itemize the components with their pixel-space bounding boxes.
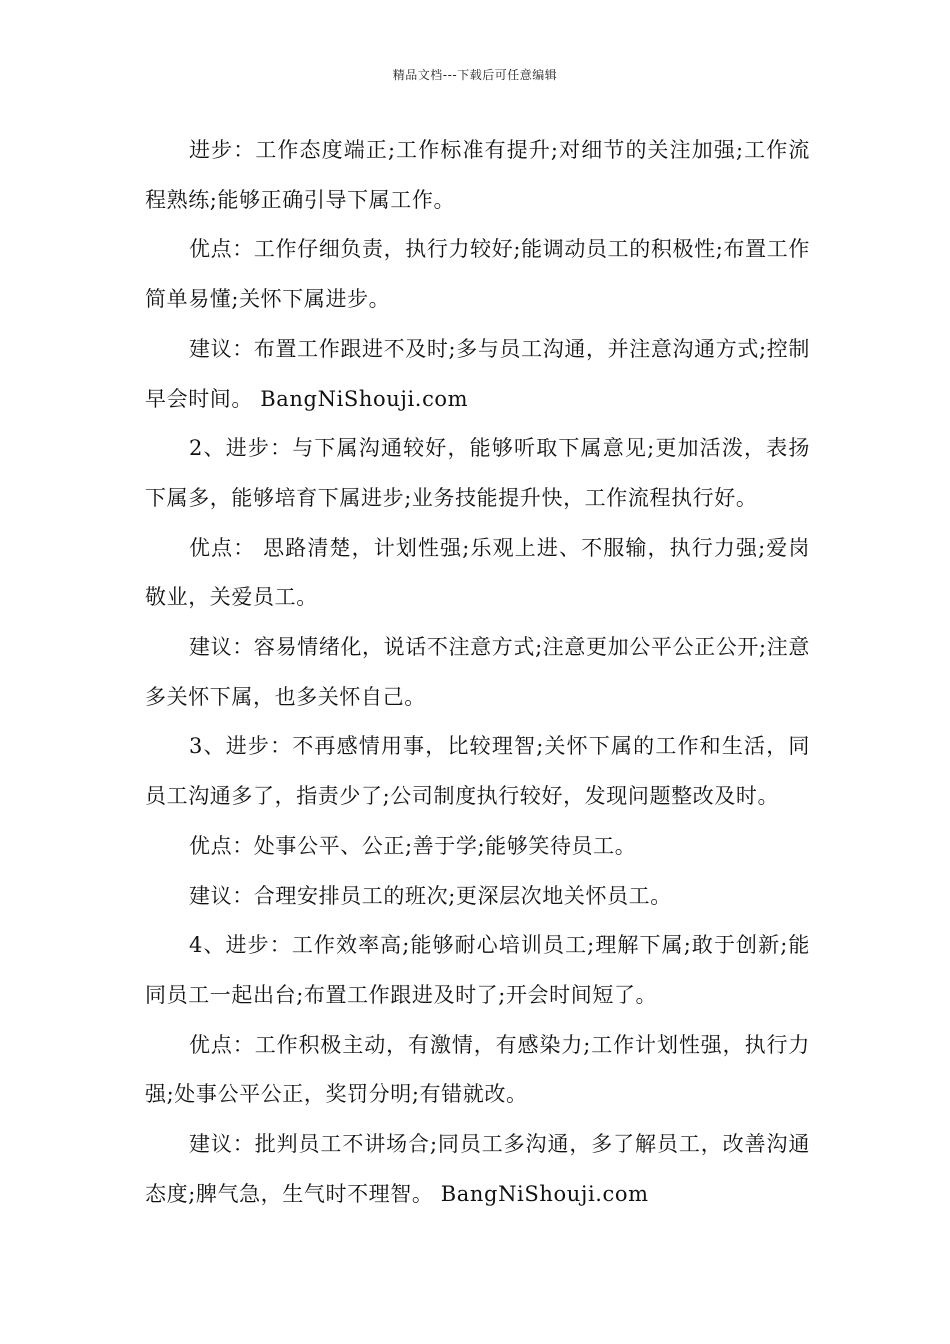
paragraph: 建议：布置工作跟进不及时;多与员工沟通，并注意沟通方式;控制早会时间。 BangNiShouji.com xyxy=(145,336,810,411)
paragraph: 优点： 思路清楚，计划性强;乐观上进、不服输，执行力强;爱岗敬业，关爱员工。 xyxy=(145,535,810,610)
paragraph: 建议：容易情绪化，说话不注意方式;注意更加公平公正公开;注意多关怀下属，也多关怀自己。 xyxy=(145,635,810,709)
paragraph: 4、进步：工作效率高;能够耐心培训员工;理解下属;敢于创新;能同员工一起出台;布置工作跟进及时了;开会时间短了。 xyxy=(145,933,810,1007)
paragraph: 进步：工作态度端正;工作标准有提升;对细节的关注加强;工作流程熟练;能够正确引导下属工作。 xyxy=(145,138,810,212)
page-header: 精品文档---下载后可任意编辑 xyxy=(392,68,558,82)
document-body xyxy=(145,126,810,1219)
paragraph: 2、进步：与下属沟通较好，能够听取下属意见;更加活泼，表扬下属多，能够培育下属进步;业务技能提升快，工作流程执行好。 xyxy=(145,436,810,510)
paragraph: 建议：合理安排员工的班次;更深层次地关怀员工。 xyxy=(189,883,672,908)
paragraph: 建议：批判员工不讲场合;同员工多沟通，多了解员工，改善沟通态度;脾气急，生气时不理智。 BangNiShouji.com xyxy=(145,1132,810,1206)
paragraph: 优点：工作仔细负责，执行力较好;能调动员工的积极性;布置工作简单易懂;关怀下属进步。 xyxy=(145,237,810,312)
paragraph: 3、进步：不再感情用事，比较理智;关怀下属的工作和生活，同员工沟通多了，指责少了;公司制度执行较好，发现问题整改及时。 xyxy=(145,734,810,809)
paragraph: 优点：处事公平、公正;善于学;能够笑待员工。 xyxy=(189,833,637,858)
paragraph: 优点：工作积极主动，有激情，有感染力;工作计划性强，执行力强;处事公平公正，奖罚分明;有错就改。 xyxy=(145,1032,810,1107)
